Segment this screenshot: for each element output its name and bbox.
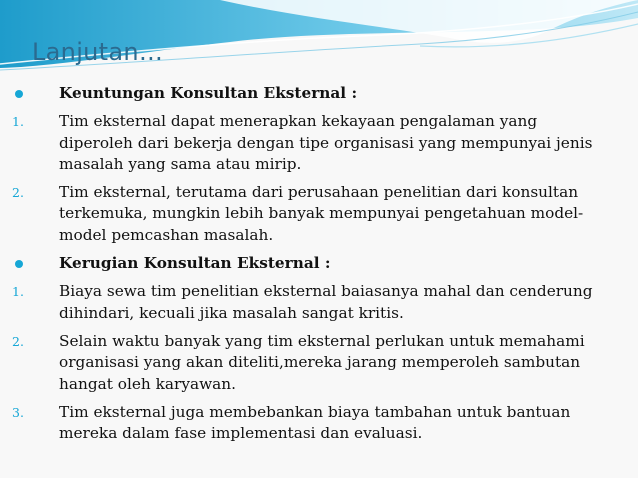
item-text: Tim eksternal dapat menerapkan kekayaan pengalaman yang diperoleh dari bekerja dengan tipe organisasi yang mempunyai jenis masalah yang sama atau mirip.	[59, 112, 593, 173]
bullet-dot-icon	[15, 260, 23, 268]
section-heading: Kerugian Konsultan Eksternal :	[59, 254, 331, 273]
item-text: Tim eksternal juga membebankan biaya tambahan untuk bantuan mereka dalam fase implementasi dan evaluasi.	[59, 402, 571, 443]
item-text: Selain waktu banyak yang tim eksternal perlukan untuk memahami organisasi yang akan diteliti,mereka jarang memperoleh sambutan hangat oleh karyawan.	[59, 331, 585, 393]
item-number: 3.	[12, 404, 24, 420]
list-item	[12, 182, 612, 246]
bullet-list	[12, 83, 612, 451]
list-item	[12, 253, 612, 274]
list-item	[12, 331, 612, 395]
list-item	[12, 402, 612, 445]
item-number: 1.	[12, 114, 24, 130]
section-heading: Keuntungan Konsultan Eksternal :	[59, 84, 358, 102]
bullet-dot-icon	[15, 90, 23, 98]
item-text: Tim eksternal, terutama dari perusahaan penelitian dari konsultan terkemuka, mungkin lebih banyak mempunyai pengetahuan model-model pemcashan masalah.	[59, 183, 584, 244]
item-number: 1.	[12, 284, 24, 300]
item-number: 2.	[12, 333, 24, 349]
list-item	[12, 281, 612, 324]
item-text: Biaya sewa tim penelitian eksternal baiasanya mahal dan cenderung dihindari, kecuali jika masalah sangat kritis.	[59, 282, 593, 322]
slide-title: Lanjutan…	[32, 38, 164, 66]
list-item	[12, 83, 612, 104]
list-item	[12, 111, 612, 175]
item-number: 2.	[12, 185, 24, 201]
